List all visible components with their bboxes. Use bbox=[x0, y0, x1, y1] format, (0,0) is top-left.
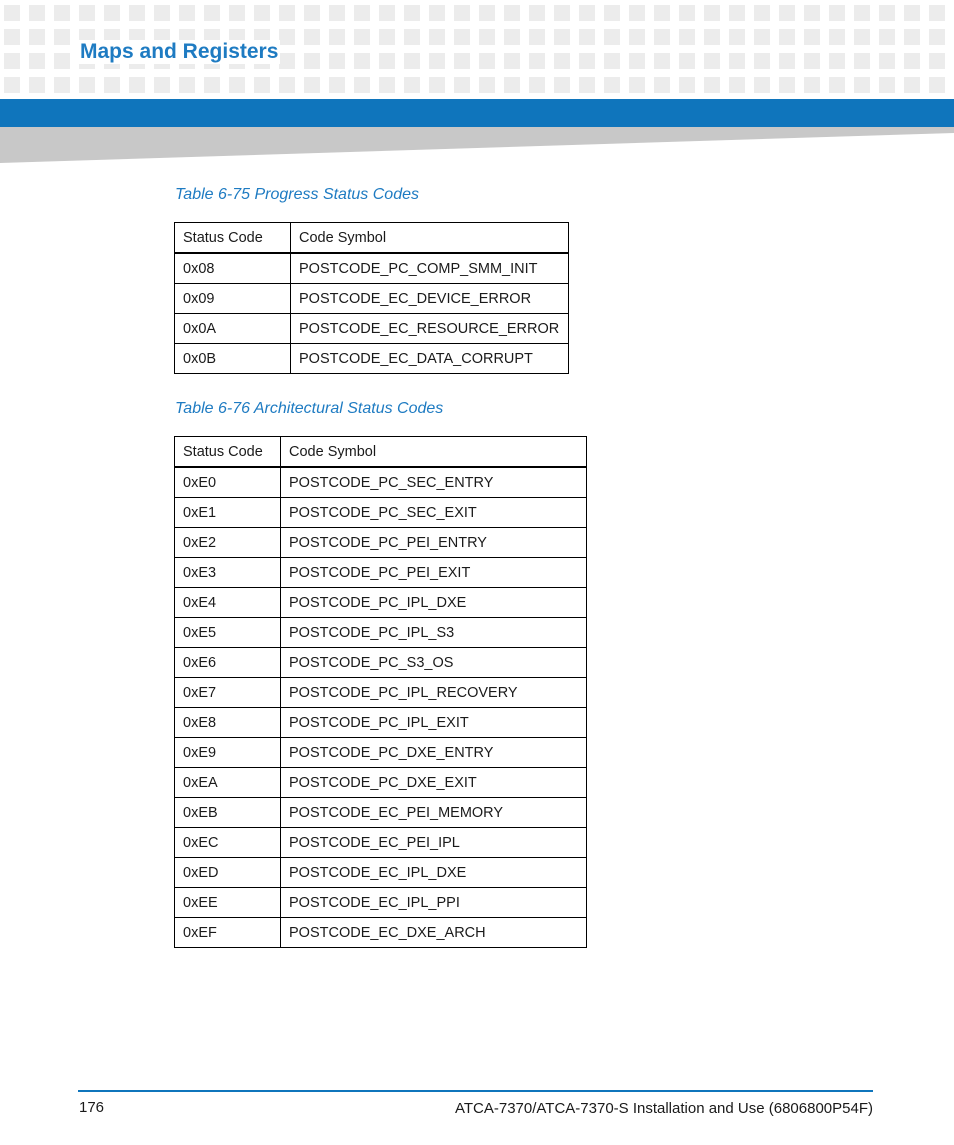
code-symbol-cell: POSTCODE_PC_IPL_RECOVERY bbox=[281, 678, 587, 708]
status-code-cell: 0xEB bbox=[175, 798, 281, 828]
code-symbol-cell: POSTCODE_PC_IPL_S3 bbox=[281, 618, 587, 648]
table-row bbox=[175, 738, 587, 768]
code-symbol-cell: POSTCODE_EC_IPL_DXE bbox=[281, 858, 587, 888]
code-symbol-cell: POSTCODE_EC_PEI_MEMORY bbox=[281, 798, 587, 828]
status-code-cell: 0xE3 bbox=[175, 558, 281, 588]
code-symbol-cell: POSTCODE_PC_COMP_SMM_INIT bbox=[291, 253, 569, 284]
code-symbol-cell: POSTCODE_EC_PEI_IPL bbox=[281, 828, 587, 858]
table-row bbox=[175, 708, 587, 738]
code-symbol-cell: POSTCODE_PC_PEI_ENTRY bbox=[281, 528, 587, 558]
document-reference: ATCA-7370/ATCA-7370-S Installation and Use (6806800P54F) bbox=[454, 1100, 873, 1117]
architectural-status-codes-table bbox=[174, 436, 587, 948]
column-header: Status Code bbox=[175, 437, 281, 468]
status-code-cell: 0xEA bbox=[175, 768, 281, 798]
table-row bbox=[175, 314, 569, 344]
status-code-cell: 0xEF bbox=[175, 918, 281, 948]
table-header-row bbox=[175, 437, 587, 468]
code-symbol-cell: POSTCODE_EC_DEVICE_ERROR bbox=[291, 284, 569, 314]
header-blue-band bbox=[0, 99, 954, 127]
code-symbol-cell: POSTCODE_PC_PEI_EXIT bbox=[281, 558, 587, 588]
column-header: Status Code bbox=[175, 223, 291, 254]
table-76-caption: Table 6-76 Architectural Status Codes bbox=[175, 400, 444, 417]
table-75-caption: Table 6-75 Progress Status Codes bbox=[175, 186, 419, 203]
table-row bbox=[175, 467, 587, 498]
status-code-cell: 0xEE bbox=[175, 888, 281, 918]
table-row bbox=[175, 888, 587, 918]
table-header-row bbox=[175, 223, 569, 254]
status-code-cell: 0xE9 bbox=[175, 738, 281, 768]
table-row bbox=[175, 678, 587, 708]
status-code-cell: 0xE5 bbox=[175, 618, 281, 648]
column-header: Code Symbol bbox=[281, 437, 587, 468]
column-header: Code Symbol bbox=[291, 223, 569, 254]
header-gray-swoosh bbox=[0, 127, 954, 163]
table-row bbox=[175, 498, 587, 528]
table-row bbox=[175, 558, 587, 588]
footer-rule bbox=[78, 1090, 873, 1092]
table-row bbox=[175, 648, 587, 678]
table-row bbox=[175, 618, 587, 648]
status-code-cell: 0x08 bbox=[175, 253, 291, 284]
table-row bbox=[175, 528, 587, 558]
table-row bbox=[175, 284, 569, 314]
status-code-cell: 0xE7 bbox=[175, 678, 281, 708]
status-code-cell: 0xE8 bbox=[175, 708, 281, 738]
table-row bbox=[175, 828, 587, 858]
status-code-cell: 0x09 bbox=[175, 284, 291, 314]
table-row bbox=[175, 768, 587, 798]
page-number: 176 bbox=[79, 1099, 105, 1116]
table-row bbox=[175, 798, 587, 828]
table-row bbox=[175, 588, 587, 618]
status-code-cell: 0xED bbox=[175, 858, 281, 888]
code-symbol-cell: POSTCODE_PC_S3_OS bbox=[281, 648, 587, 678]
status-code-cell: 0xE0 bbox=[175, 467, 281, 498]
table-row bbox=[175, 858, 587, 888]
table-row bbox=[175, 918, 587, 948]
status-code-cell: 0xE2 bbox=[175, 528, 281, 558]
progress-status-codes-table bbox=[174, 222, 569, 374]
status-code-cell: 0x0B bbox=[175, 344, 291, 374]
status-code-cell: 0xE4 bbox=[175, 588, 281, 618]
status-code-cell: 0xEC bbox=[175, 828, 281, 858]
code-symbol-cell: POSTCODE_PC_DXE_EXIT bbox=[281, 768, 587, 798]
code-symbol-cell: POSTCODE_EC_IPL_PPI bbox=[281, 888, 587, 918]
code-symbol-cell: POSTCODE_EC_DXE_ARCH bbox=[281, 918, 587, 948]
table-row bbox=[175, 344, 569, 374]
status-code-cell: 0xE1 bbox=[175, 498, 281, 528]
status-code-cell: 0xE6 bbox=[175, 648, 281, 678]
code-symbol-cell: POSTCODE_PC_IPL_DXE bbox=[281, 588, 587, 618]
page-title: Maps and Registers bbox=[80, 40, 279, 63]
code-symbol-cell: POSTCODE_EC_DATA_CORRUPT bbox=[291, 344, 569, 374]
status-code-cell: 0x0A bbox=[175, 314, 291, 344]
code-symbol-cell: POSTCODE_PC_IPL_EXIT bbox=[281, 708, 587, 738]
table-row bbox=[175, 253, 569, 284]
code-symbol-cell: POSTCODE_PC_SEC_EXIT bbox=[281, 498, 587, 528]
code-symbol-cell: POSTCODE_EC_RESOURCE_ERROR bbox=[291, 314, 569, 344]
code-symbol-cell: POSTCODE_PC_DXE_ENTRY bbox=[281, 738, 587, 768]
code-symbol-cell: POSTCODE_PC_SEC_ENTRY bbox=[281, 467, 587, 498]
